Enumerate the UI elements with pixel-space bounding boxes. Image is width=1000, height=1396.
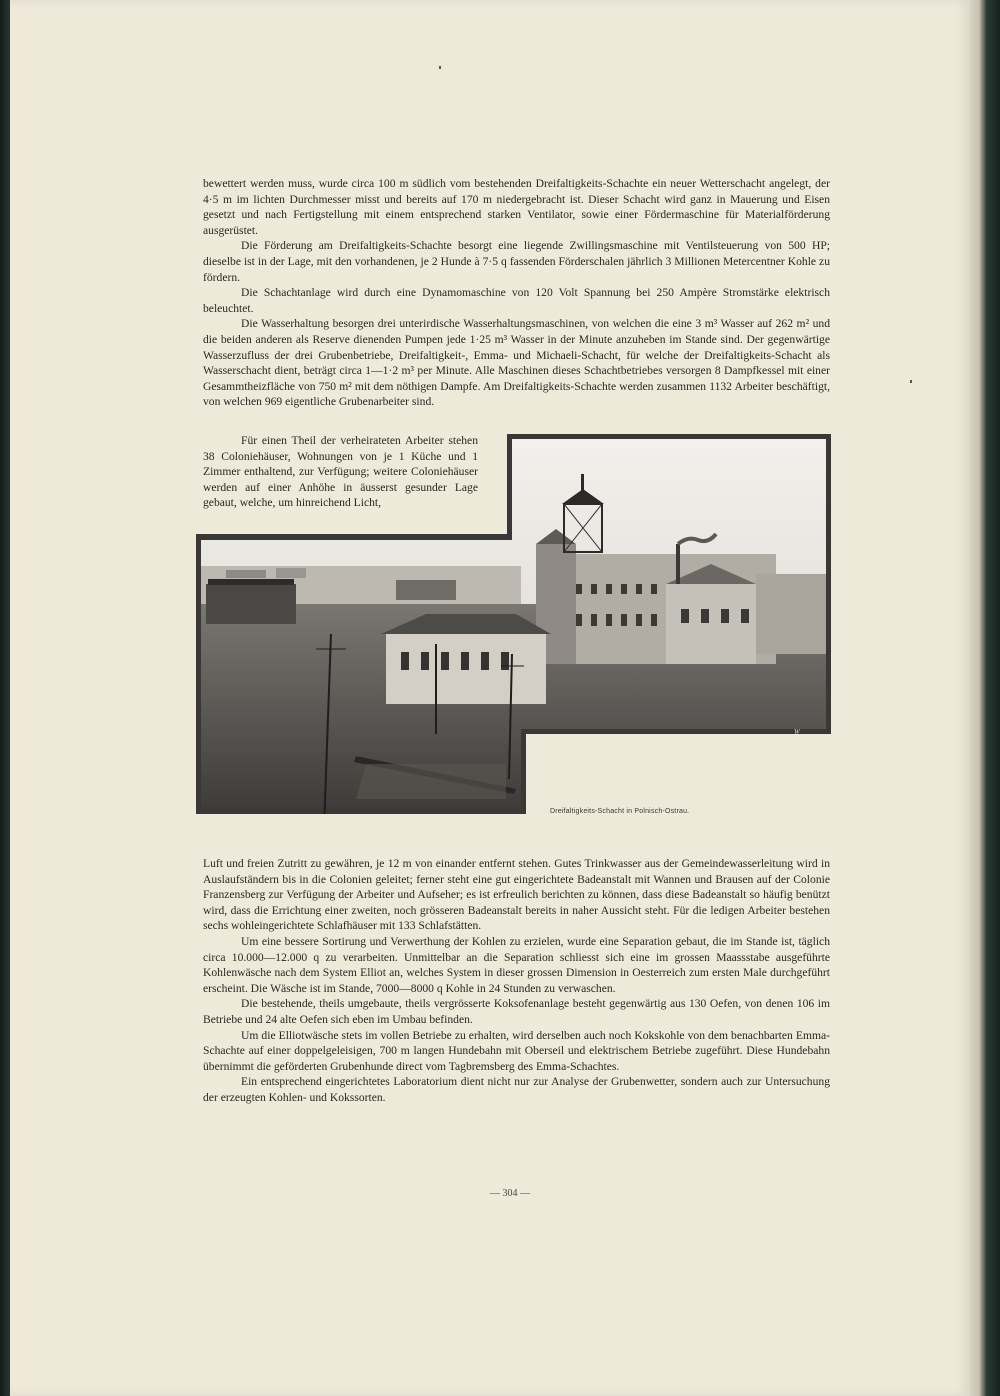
paragraph: Die Förderung am Dreifaltigkeits-Schachte besorgt eine liegende Zwillingsmaschine mit Ventilsteuerung von 500 HP; dieselbe ist in der Lage, mit den vorhandenen, je 2 Hunde à 7·5 q fassenden Förderschalen jährlich 3 Millionen Metercentner Kohle zu fördern. [203, 239, 830, 284]
paragraph: Luft und freien Zutritt zu gewähren, je 12 m von einander entfernt stehen. Gutes Trinkwasser aus der Gemeindewasserleitung wird in Auslaufständern bis in die Colonien geleitet; ferner steht eine gut eingerichtete Badeanstalt mit Wannen und Brausen auf der Colonie Franzensberg zur Verfügung der Arbeiter und Aufseher; es ist erfreulich berichten zu können, dass diese Badeanstalt so häufig benützt wird, dass die Errichtung einer zweiten, noch grösseren Badeanstalt bereits in naher Aussicht steht. Für die ledigen Arbeiter bestehen sechs wohleingerichtete Schlafhäuser mit 133 Schlafstätten. [203, 857, 830, 933]
speck [439, 66, 441, 69]
book-left-edge [0, 0, 10, 1396]
text-block-top [203, 176, 830, 410]
photo-caption: Dreifaltigkeits-Schacht in Polnisch-Ostrau. [550, 808, 690, 815]
paragraph: Um eine bessere Sortirung und Verwerthung der Kohlen zu erzielen, wurde eine Separation gebaut, die im Stande ist, täglich circa 10.000—12.000 q zu verarbeiten. Unmittelbar an die Separation schliesst sich eine im grossen Maassstabe ausgeführte Kohlenwäsche nach dem System Elliot an, welches System in dieser grossen Dimension in Oesterreich zum ersten Male durchgeführt erscheint. Die Wäsche ist im Stande, 7000—8000 q Kohle in 24 Stunden zu verwaschen. [203, 934, 830, 995]
paragraph: Um die Elliotwäsche stets im vollen Betriebe zu erhalten, wird derselben auch noch Kokskohle von dem benachbarten Emma-Schachte auf einer doppelgeleisigen, 700 m langen Hundebahn mit Oberseil und elektrischem Betriebe zugeführt. Diese Hundebahn übernimmt die geförderten Grubenhunde direct vom Tagbremsberg des Emma-Schachtes. [203, 1028, 830, 1073]
book-spine [970, 0, 1000, 1396]
page-number: — 304 — [490, 1188, 530, 1199]
paragraph: Für einen Theil der verheirateten Arbeiter stehen 38 Coloniehäuser, Wohnungen von je 1 Küche und 1 Zimmer enthaltend, zur Verfügung; weitere Coloniehäuser werden auf einer Anhöhe in äusserst gesunder Lage gebaut, welche, um hinreichend Licht, [203, 434, 478, 510]
paragraph: Die Schachtanlage wird durch eine Dynamomaschine von 120 Volt Spannung bei 250 Ampère Stromstärke elektrisch beleuchtet. [203, 286, 830, 315]
svg-text:W: W [794, 728, 800, 736]
text-block-bottom [203, 856, 830, 1106]
paragraph: bewettert werden muss, wurde circa 100 m südlich vom bestehenden Dreifaltigkeits-Schachte ein neuer Wetterschacht angelegt, der 4·5 m im lichten Durchmesser misst und bereits auf 170 m niedergebracht ist. Dieser Schacht wird ganz in Mauerung und Eisen gesetzt und nach Fertigstellung mit einem entsprechend starken Ventilator, sowie einer Fördermaschine für Materialförderung ausgerüstet. [203, 177, 830, 237]
paragraph: Ein entsprechend eingerichtetes Laboratorium dient nicht nur zur Analyse der Grubenwetter, sondern auch zur Untersuchung der erzeugten Kohlen- und Kokssorten. [203, 1075, 830, 1104]
colliery-photograph [196, 434, 831, 814]
speck [910, 380, 912, 383]
paragraph: Die Wasserhaltung besorgen drei unterirdische Wasserhaltungsmaschinen, von welchen die eine 3 m³ Wasser auf 262 m² und die beiden anderen als Reserve dienenden Pumpen jede 1·25 m³ Wasser in der Minute anzuheben im Stande sind. Der gegenwärtige Wasserzufluss der drei Grubenbetriebe, Dreifaltigkeit-, Emma- und Michaeli-Schacht, für welche der Dreifaltigkeits-Schacht als Wasserschacht dient, beträgt circa 1—1·2 m³ per Minute. Alle Maschinen dieses Schachtbetriebes versorgen 8 Dampfkessel mit einer Gesammtheizfläche von 750 m² mit dem nöthigen Dampfe. Am Dreifaltigkeits-Schachte werden zusammen 1132 Arbeiter beschäftigt, von welchen 969 eigentliche Grubenarbeiter sind. [203, 317, 830, 409]
paragraph: Die bestehende, theils umgebaute, theils vergrösserte Koksofenanlage besteht gegenwärtig aus 130 Oefen, von denen 106 im Betriebe und 24 alte Oefen sich eben im Umbau befinden. [203, 997, 830, 1026]
